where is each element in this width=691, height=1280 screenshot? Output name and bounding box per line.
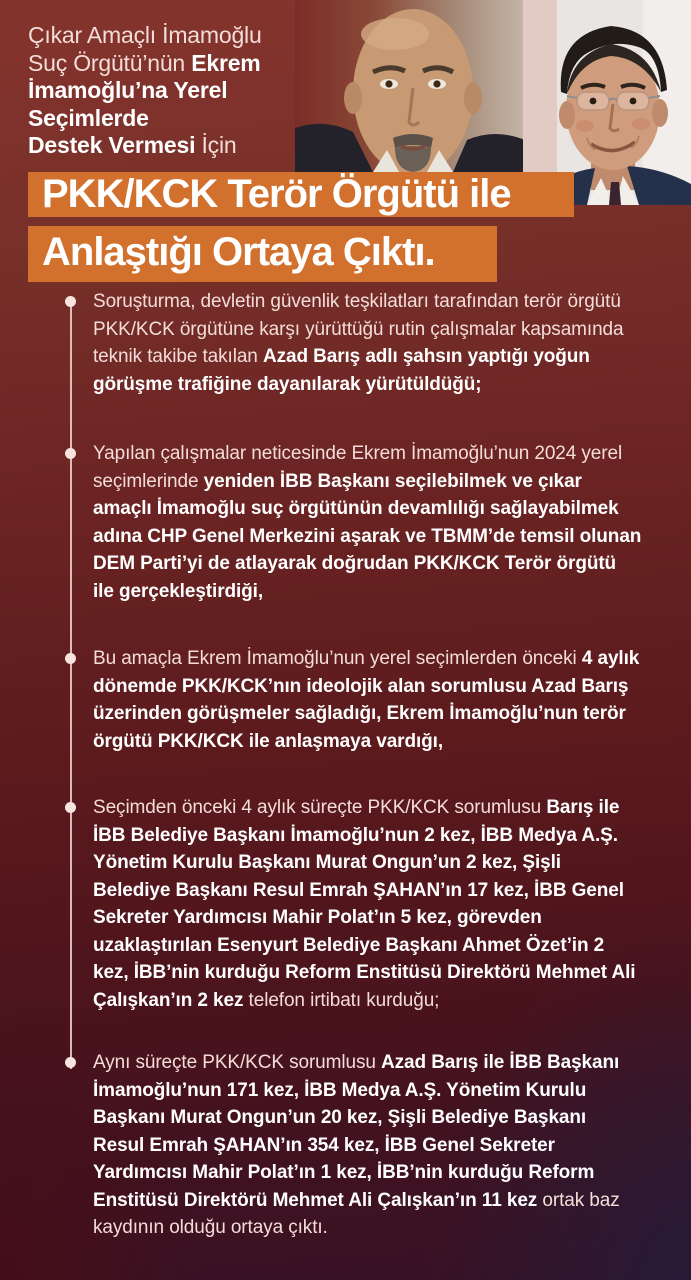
- bullet-item-2: [58, 440, 642, 605]
- bullet-dot: [65, 653, 76, 664]
- intro-title-line: Çıkar Amaçlı İmamoğlu: [28, 22, 262, 48]
- bullet-dot: [65, 296, 76, 307]
- intro-title: [28, 22, 298, 160]
- bullet-item-3: [58, 645, 642, 755]
- bullet-text: Bu amaçla Ekrem İmamoğlu’nun yerel seçimlerden önceki 4 aylık dönemde PKK/KCK’nın ideolojik alan sorumlusu Azad Barış üzerinden görüşmeler sağladığı, Ekrem İmamoğlu’nun terör örgütü PKK/KCK ile anlaşmaya vardığı,: [93, 648, 640, 752]
- bullet-text: Seçimden önceki 4 aylık süreçte PKK/KCK sorumlusu Barış ile İBB Belediye Başkanı İmamoğlu’nun 2 kez, İBB Medya A.Ş. Yönetim Kurulu Başkanı Murat Ongun’un 2 kez, Şişli Belediye Başkanı Resul Emrah ŞAHAN’ın 17 kez, İBB Genel Sekreter Yardımcısı Mahir Polat’ın 5 kez, görevden uzaklaştırılan Esenyurt Belediye Başkanı Ahmet Özet’in 2 kez, İBB’nin kurduğu Reform Enstitüsü Direktörü Mehmet Ali Çalışkan’ın 2 kez telefon irtibatı kurduğu;: [93, 797, 636, 1011]
- headline-text-2: Anlaştığı Ortaya Çıktı.: [42, 230, 435, 274]
- headline-text-1: PKK/KCK Terör Örgütü ile: [42, 172, 511, 216]
- bullet-text: Yapılan çalışmalar neticesinde Ekrem İmamoğlu’nun 2024 yerel seçimlerinde yeniden İBB Başkanı seçilebilmek ve çıkar amaçlı İmamoğlu suç örgütünün devamlılığı sağlayabilmek adına CHP Genel Merkezini aşarak ve TBMM’de temsil olunan DEM Parti’yi de atlayarak doğrudan PKK/KCK Terör örgütü ile gerçekleştirdiği,: [93, 443, 642, 602]
- portrait-left-illustration: [295, 0, 525, 172]
- bullet-text: Soruşturma, devletin güvenlik teşkilatları tarafından terör örgütü PKK/KCK örgütüne karşı yürüttüğü rutin çalışmalar kapsamında teknik takibe takılan Azad Barış adlı şahsın yaptığı yoğun görüşme trafiğine dayanılarak yürütüldüğü;: [93, 291, 624, 395]
- intro-title-line: Suç Örgütü’nün Ekrem: [28, 49, 261, 76]
- bullet-dot: [65, 448, 76, 459]
- portrait-left-photo: [295, 0, 525, 172]
- intro-title-line: Seçimlerde: [28, 104, 149, 131]
- bullet-item-1: [58, 288, 642, 398]
- intro-title-line: Destek Vermesi İçin: [28, 132, 237, 158]
- bullet-item-4: [58, 794, 642, 1014]
- headline-band-1: [28, 172, 574, 217]
- bullet-dot: [65, 802, 76, 813]
- bullet-item-5: [58, 1049, 642, 1242]
- bullet-dot: [65, 1057, 76, 1068]
- headline-band-2: [28, 226, 497, 282]
- intro-title-line: İmamoğlu’na Yerel: [28, 77, 228, 103]
- bullet-text: Aynı süreçte PKK/KCK sorumlusu Azad Barış ile İBB Başkanı İmamoğlu’nun 171 kez, İBB Medya A.Ş. Yönetim Kurulu Başkanı Murat Ongun’un 20 kez, Şişli Belediye Başkanı Resul Emrah ŞAHAN’ın 354 kez, İBB Genel Sekreter Yardımcısı Mahir Polat’ın 1 kez, İBB’nin kurduğu Reform Enstitüsü Direktörü Mehmet Ali Çalışkan’ın 11 kez ortak baz kaydının olduğu ortaya çıktı.: [93, 1052, 620, 1238]
